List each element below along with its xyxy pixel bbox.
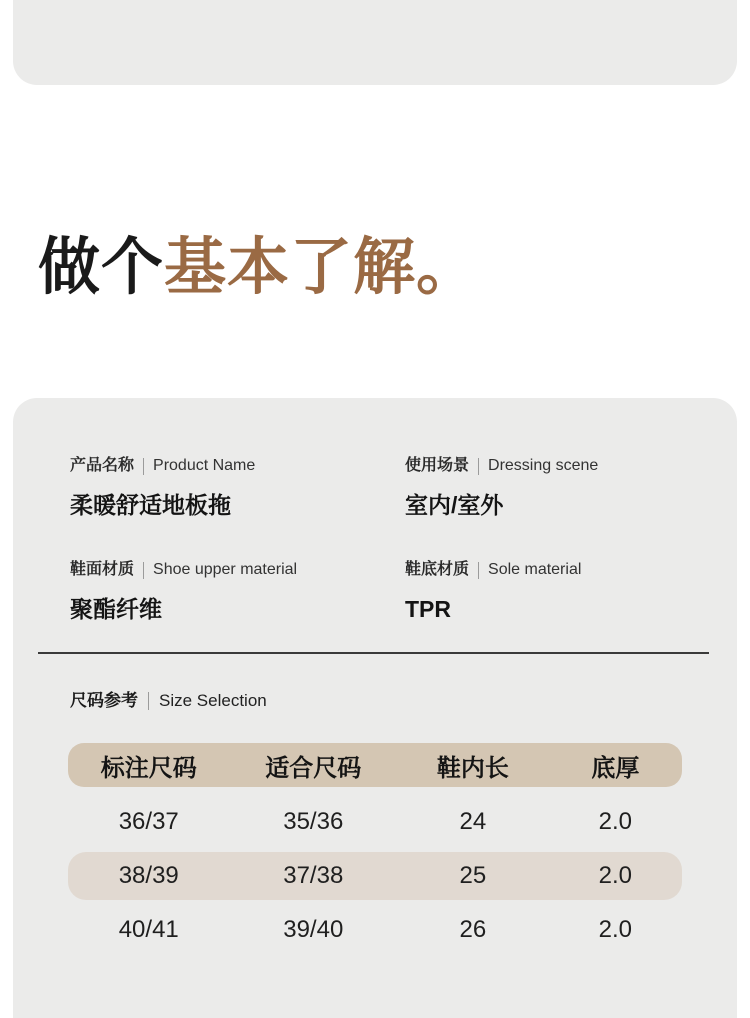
label-zh: 产品名称 bbox=[70, 457, 135, 474]
size-table-row bbox=[68, 852, 682, 900]
label-en: Size Selection bbox=[159, 691, 267, 710]
size-table-cell: 2.0 bbox=[598, 916, 633, 943]
spec-field-value: 室内/室外 bbox=[405, 492, 504, 518]
product-spec-card bbox=[13, 398, 737, 1018]
label-separator bbox=[148, 692, 149, 710]
size-table-cell: 38/39 bbox=[118, 862, 179, 889]
label-separator bbox=[478, 458, 479, 475]
spec-field-label bbox=[70, 560, 405, 580]
label-separator bbox=[478, 562, 479, 579]
spec-field-dressing-scene bbox=[405, 456, 737, 520]
label-zh: 尺码参考 bbox=[70, 691, 138, 710]
label-zh: 鞋面材质 bbox=[70, 561, 135, 578]
label-zh: 使用场景 bbox=[405, 457, 470, 474]
spec-field-label bbox=[405, 560, 737, 580]
section-title bbox=[38, 232, 479, 303]
size-table-cell: 26 bbox=[459, 916, 487, 943]
size-table-header-cell: 底厚 bbox=[591, 754, 640, 782]
size-table-cell: 37/38 bbox=[283, 862, 344, 889]
size-table-cell: 25 bbox=[459, 862, 487, 889]
size-table-header-row bbox=[68, 743, 682, 787]
size-section-label bbox=[70, 691, 737, 711]
size-table bbox=[68, 743, 682, 957]
size-table-cell: 40/41 bbox=[118, 916, 179, 943]
spec-field-sole-material bbox=[405, 560, 737, 624]
label-separator bbox=[143, 458, 144, 475]
size-table-header-cell: 鞋内长 bbox=[436, 754, 509, 782]
label-separator bbox=[143, 562, 144, 579]
spec-field-label bbox=[405, 456, 737, 476]
label-en: Sole material bbox=[488, 561, 582, 578]
horizontal-divider bbox=[38, 652, 709, 654]
size-table-cell: 39/40 bbox=[283, 916, 344, 943]
label-zh: 鞋底材质 bbox=[405, 561, 470, 578]
size-table-cell: 35/36 bbox=[283, 808, 344, 835]
size-table-cell: 36/37 bbox=[118, 808, 179, 835]
spec-field-value: TPR bbox=[405, 596, 451, 622]
size-table-cell: 2.0 bbox=[598, 808, 633, 835]
size-table-header-cell: 标注尺码 bbox=[100, 754, 197, 782]
section-title-prefix: 做个 bbox=[38, 233, 165, 302]
label-en: Dressing scene bbox=[488, 457, 599, 474]
spec-field-label bbox=[70, 456, 405, 476]
size-table-row bbox=[68, 795, 682, 849]
spec-field-upper-material bbox=[70, 560, 405, 624]
size-table-cell: 24 bbox=[459, 808, 487, 835]
previous-section-card-bottom bbox=[13, 0, 737, 85]
size-table-cell: 2.0 bbox=[598, 862, 633, 889]
spec-fields bbox=[13, 398, 737, 624]
spec-field-product-name bbox=[70, 456, 405, 520]
label-en: Product Name bbox=[153, 457, 256, 474]
spec-field-value: 聚酯纤维 bbox=[70, 596, 162, 622]
section-title-highlight: 基本了解。 bbox=[164, 233, 480, 302]
size-table-header-cell: 适合尺码 bbox=[265, 754, 362, 782]
spec-field-value: 柔暖舒适地板拖 bbox=[70, 492, 231, 518]
label-en: Shoe upper material bbox=[153, 561, 298, 578]
